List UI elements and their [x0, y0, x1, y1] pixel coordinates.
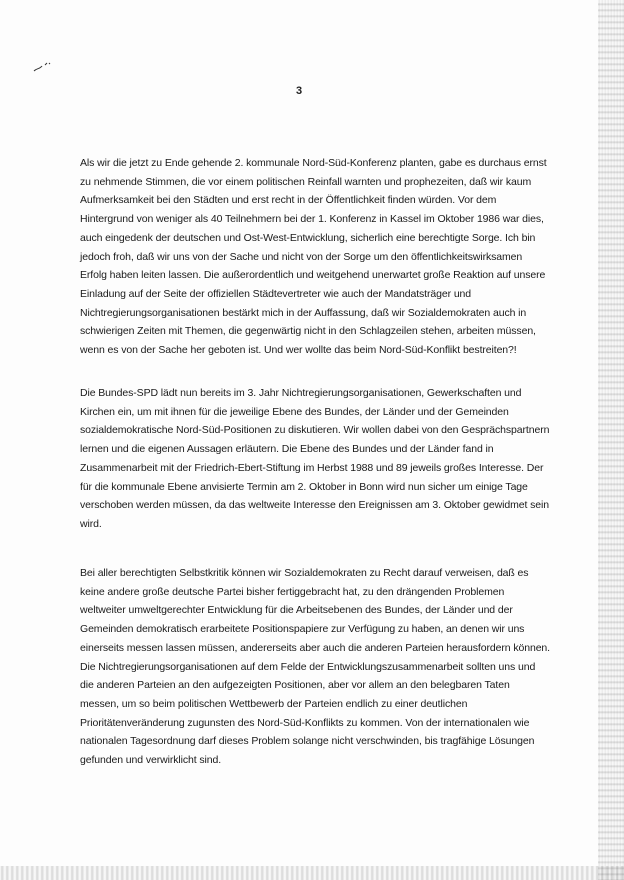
paragraph-2: Die Bundes-SPD lädt nun bereits im 3. Jahr Nichtregierungsorganisationen, Gewerkschaften und Kirchen ein, um mit ihnen für die jeweilige Ebene des Bundes, der Länder und der Gemeinden sozialdemokratische Nord-Süd-Positionen zu diskutieren. Wir wollen dabei von den Gesprächspartnern lernen und die eigenen Aussagen erläutern. Die Ebene des Bundes und der Länder fand in Zusammenarbeit mit der Friedrich-Ebert-Stiftung im Herbst 1988 und 89 jeweils großes Interesse. Der für die kommunale Ebene anvisierte Termin am 2. Oktober in Bonn wird nun sicher um einige Tage verschoben werden müssen, da das weltweite Interesse den Ereignissen am 3. Oktober gewidmet sein wird. — [80, 387, 550, 530]
paragraph-3: Bei aller berechtigten Selbstkritik können wir Sozialdemokraten zu Recht darauf verweisen, daß es keine andere große deutsche Partei bisher fertiggebracht hat, zu den drängenden Problemen weltweiter umweltgerechter Entwicklung für die Arbeitsebenen des Bundes, der Länder und der Gemeinden demokratisch erarbeitete Positionspapiere zur Verfügung zu haben, an denen wir uns einerseits messen lassen müssen, andererseits aber auch die anderen Parteien herausfordern können. Die Nichtregierungsorganisationen auf dem Felde der Entwicklungszusammenarbeit sollten uns und die anderen Parteien an den aufgezeigten Positionen, aber vor allem an den belegbaren Taten messen, um so beim politischen Wettbewerb der Parteien endlich zu einer deutlichen Prioritätenveränderung zugunsten des Nord-Süd-Konflikts zu kommen. Von der internationalen wie nationalen Tagesordnung darf dieses Problem solange nicht verschwinden, bis tragfähige Lösungen gefunden und verwirklicht sind. — [80, 567, 550, 767]
paragraph-1: Als wir die jetzt zu Ende gehende 2. kommunale Nord-Süd-Konferenz planten, gabe es durchaus ernst zu nehmende Stimmen, die vor einem politischen Reinfall warnten und prophezeiten, daß wir kaum Aufmerksamkeit bei den Städten und erst recht in der Öffentlichkeit finden würden. Vor dem Hintergrund von weniger als 40 Teilnehmern bei der 1. Konferenz in Kassel im Oktober 1986 war dies, auch eingedenk der deutschen und Ost-West-Entwicklung, sicherlich eine berechtigte Sorge. Ich bin jedoch froh, daß wir uns von der Sache und nicht von der Sorge um den öffentlichkeitswirksamen Erfolg haben leiten lassen. Die außerordentlich und weitgehend unerwartet große Reaktion auf unsere Einladung auf der Seite der offiziellen Städtevertreter wie auch der Mandatsträger und Nichtregierungsorganisationen bestärkt mich in der Auffassung, daß wir Sozialdemokraten auch in schwierigen Zeiten mit Themen, die gegenwärtig nicht in den Schlagzeilen stehen, arbeiten müssen, wenn es von der Sache her geboten ist. Und wer wollte das beim Nord-Süd-Konflikt bestreiten?! — [80, 157, 547, 357]
scan-edge-noise-bottom — [0, 866, 624, 880]
scan-edge-noise-right — [598, 0, 624, 880]
page-number: 3 — [296, 85, 303, 97]
scan-smudge-mark — [32, 60, 54, 74]
